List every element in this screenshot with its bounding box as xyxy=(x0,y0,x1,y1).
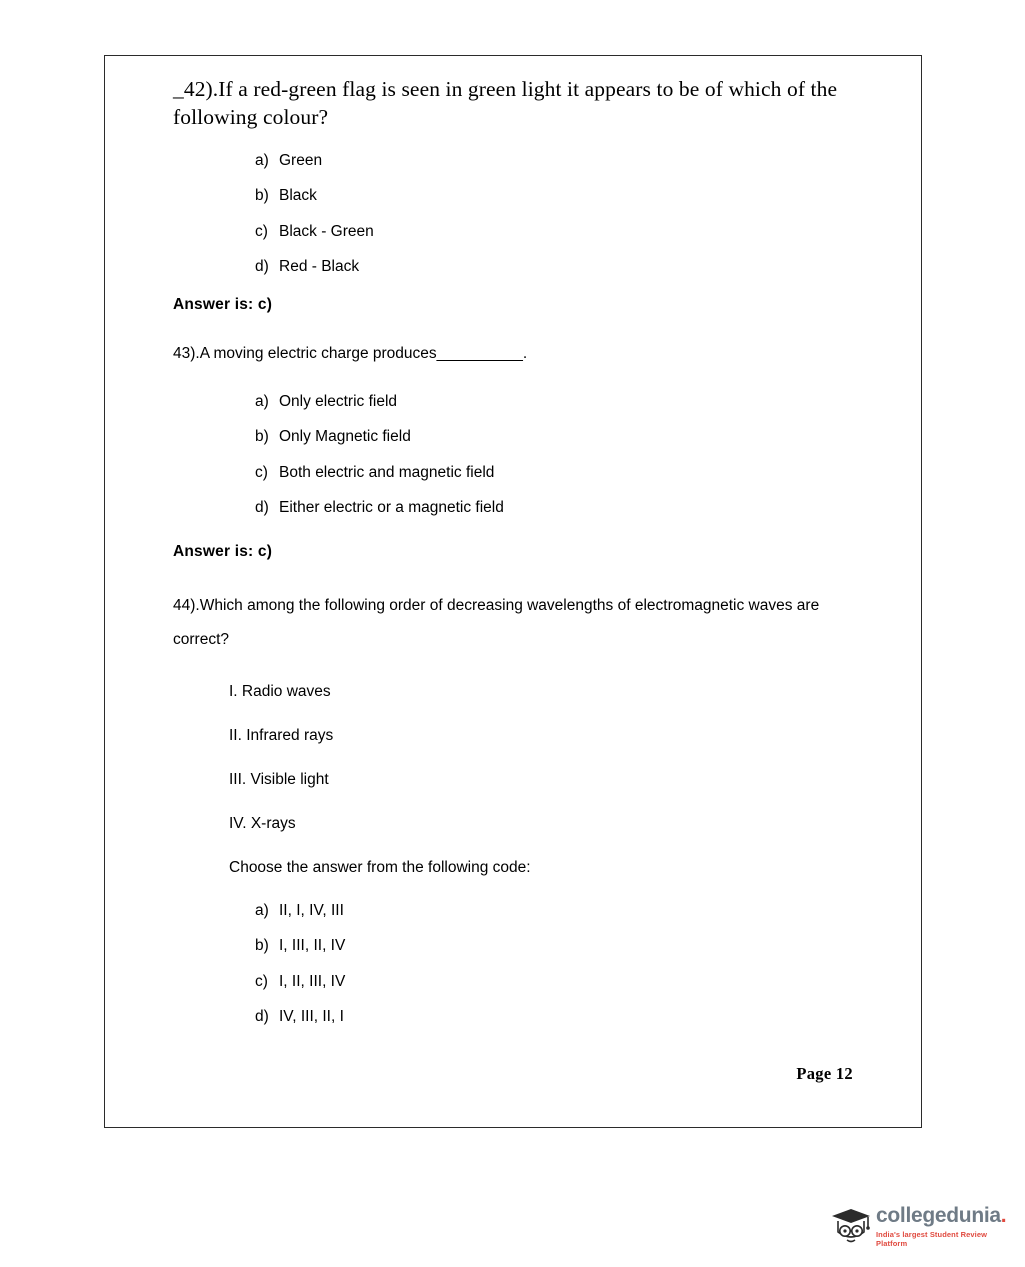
roman-item: IV. X-rays xyxy=(229,815,296,833)
option-item[interactable] xyxy=(255,255,873,278)
option-label: II, I, IV, III xyxy=(279,902,344,920)
brand-tagline: India's largest Student Review Platform xyxy=(876,1230,988,1248)
instruction-44-wrap xyxy=(229,859,873,877)
option-letter: a) xyxy=(255,393,269,411)
question-42-number: _42). xyxy=(173,77,219,101)
option-letter: b) xyxy=(255,187,269,205)
option-item[interactable] xyxy=(255,1005,873,1028)
option-letter: b) xyxy=(255,428,269,446)
option-letter: c) xyxy=(255,463,268,481)
page-content xyxy=(173,72,873,1040)
options-list-43 xyxy=(255,390,873,519)
option-label: IV, III, II, I xyxy=(279,1007,344,1025)
option-item[interactable] xyxy=(255,461,873,484)
question-block-44 xyxy=(173,589,873,657)
option-letter: d) xyxy=(255,498,269,516)
option-item[interactable] xyxy=(255,934,873,957)
option-letter: d) xyxy=(255,1007,269,1025)
brand-name xyxy=(876,1204,1006,1228)
option-label: Red - Black xyxy=(279,257,360,275)
page-number: Page 12 xyxy=(796,1064,853,1083)
question-43-number: 43). xyxy=(173,345,200,363)
option-label: Both electric and magnetic field xyxy=(279,463,495,481)
option-label: Black - Green xyxy=(279,222,374,240)
roman-item: I. Radio waves xyxy=(229,683,331,701)
document-page xyxy=(104,55,922,1128)
question-block-42 xyxy=(173,76,873,131)
option-item[interactable] xyxy=(255,970,873,993)
brand-name-accent: . xyxy=(1000,1204,1007,1227)
option-letter: b) xyxy=(255,937,269,955)
option-item[interactable] xyxy=(255,390,873,413)
question-43-body: A moving electric charge produces__________. xyxy=(199,345,528,363)
option-item[interactable] xyxy=(255,425,873,448)
question-42-body: If a red-green flag is seen in green light it appears to be of which of the following colour? xyxy=(173,77,838,129)
option-label: Either electric or a magnetic field xyxy=(279,498,504,516)
option-label: Only electric field xyxy=(279,393,398,411)
options-list-44 xyxy=(255,899,873,1028)
options-list-42 xyxy=(255,149,873,278)
question-43-text xyxy=(173,342,873,366)
question-42-text xyxy=(173,76,873,131)
option-label: I, II, III, IV xyxy=(279,972,346,990)
instruction-44: Choose the answer from the following code: xyxy=(229,859,531,877)
option-label: I, III, II, IV xyxy=(279,937,346,955)
option-item[interactable] xyxy=(255,220,873,243)
option-label: Green xyxy=(279,152,323,170)
question-44-body: Which among the following order of decreasing wavelengths of electromagnetic waves are correct? xyxy=(173,597,820,649)
question-block-43 xyxy=(173,342,873,366)
graduate-face-icon xyxy=(828,1202,874,1248)
option-item[interactable] xyxy=(255,184,873,207)
answer-42: Answer is: c) xyxy=(173,296,273,314)
option-item[interactable] xyxy=(255,149,873,172)
option-item[interactable] xyxy=(255,496,873,519)
option-letter: c) xyxy=(255,222,268,240)
roman-item: II. Infrared rays xyxy=(229,727,334,745)
option-letter: a) xyxy=(255,152,269,170)
answer-43: Answer is: c) xyxy=(173,543,273,561)
option-label: Black xyxy=(279,187,317,205)
question-44-text xyxy=(173,589,873,657)
roman-item: III. Visible light xyxy=(229,771,329,789)
option-letter: c) xyxy=(255,972,268,990)
option-item[interactable] xyxy=(255,899,873,922)
option-label: Only Magnetic field xyxy=(279,428,411,446)
collegedunia-watermark xyxy=(828,1196,1008,1254)
roman-list-44 xyxy=(229,683,873,833)
option-letter: a) xyxy=(255,902,269,920)
option-letter: d) xyxy=(255,257,269,275)
question-44-number: 44). xyxy=(173,597,200,615)
brand-name-text: collegedunia xyxy=(876,1204,1001,1227)
